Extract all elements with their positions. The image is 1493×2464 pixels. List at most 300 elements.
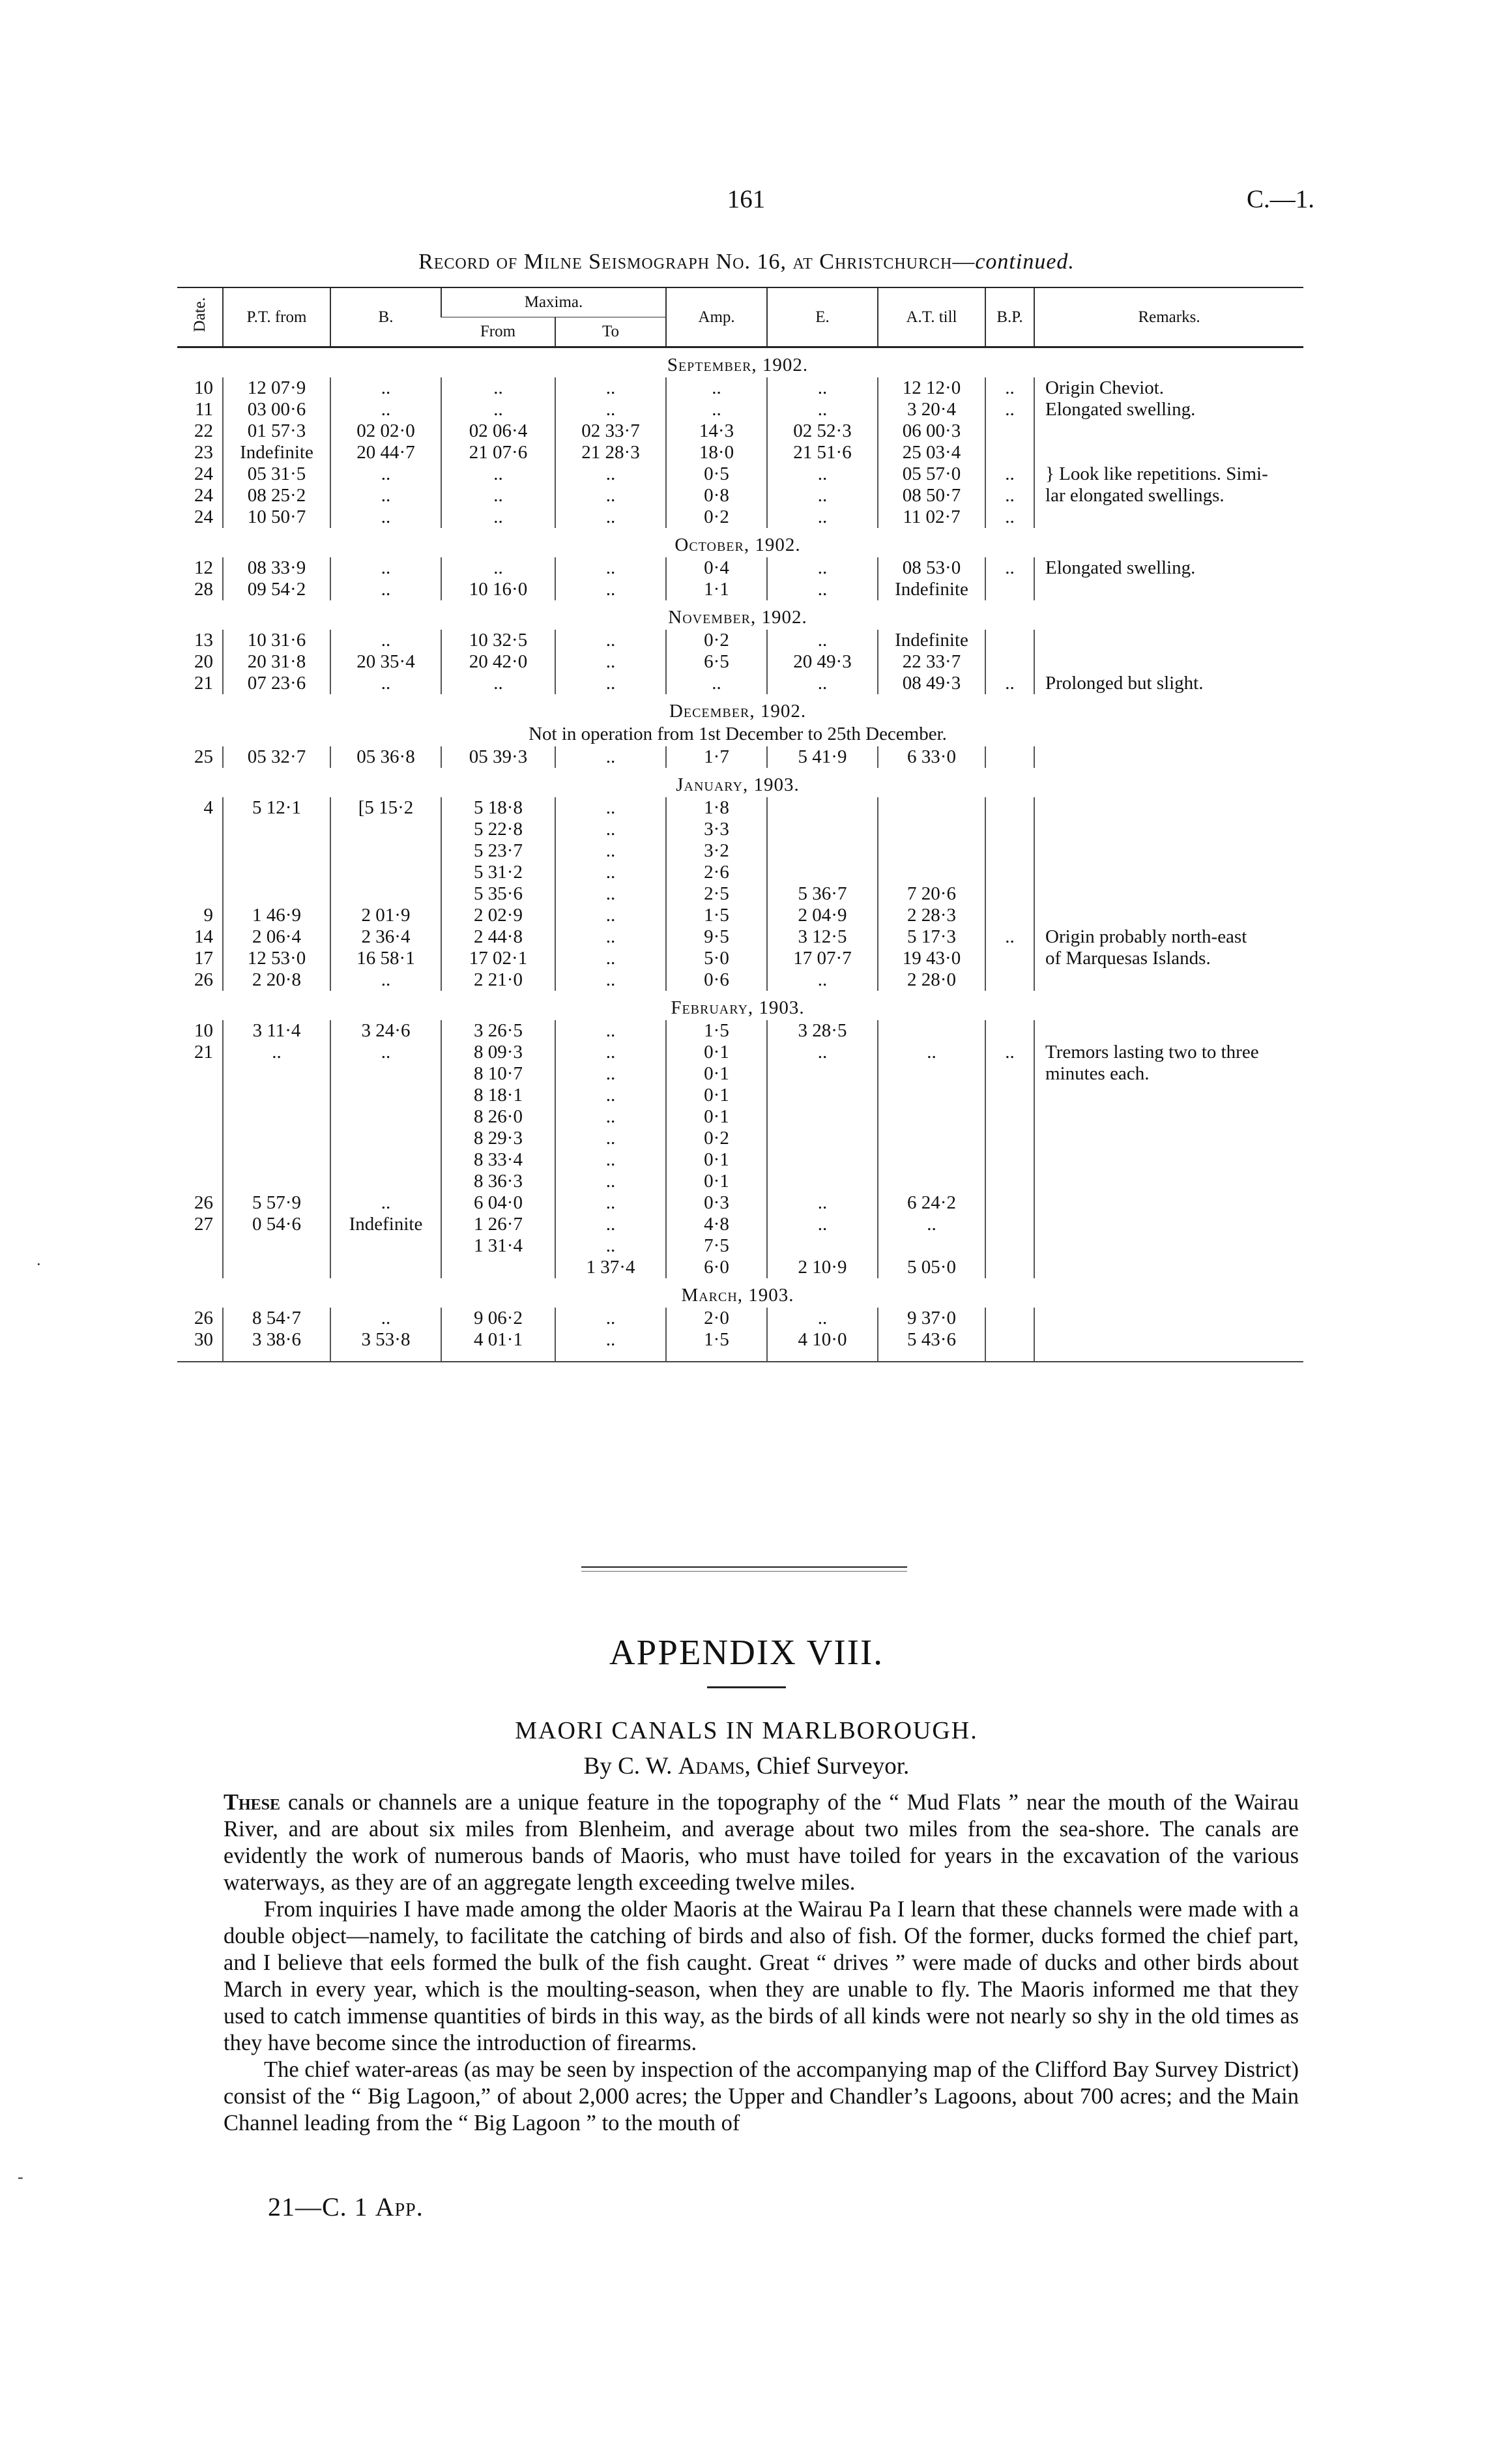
cell-maxima-to: .. xyxy=(555,1042,666,1063)
cell-maxima-to: .. xyxy=(555,673,666,694)
cell-date: 24 xyxy=(194,485,213,506)
table-row xyxy=(177,579,1303,600)
cell-at-till xyxy=(878,819,985,840)
month-heading: January, 1903. xyxy=(676,774,800,795)
cell-bp: .. xyxy=(985,506,1034,528)
cell-date: 30 xyxy=(177,1329,223,1362)
cell-maxima-to: .. xyxy=(555,746,666,768)
cell-date: 26 xyxy=(194,1308,213,1328)
appendix-title: APPENDIX VIII. xyxy=(609,1632,884,1672)
cell-bp xyxy=(985,746,1034,768)
cell-at-till xyxy=(878,840,985,862)
cell-amp: 3·2 xyxy=(666,840,767,862)
cell-date: 28 xyxy=(194,579,213,600)
cell-amp: 0·1 xyxy=(666,1106,767,1128)
cell-b xyxy=(330,1085,441,1106)
header-maxima-from: From xyxy=(441,317,555,347)
author-suffix: , Chief Surveyor. xyxy=(744,1753,910,1780)
cell-bp xyxy=(985,579,1034,600)
cell-b xyxy=(330,883,441,905)
cell-b xyxy=(330,1171,441,1192)
cell-b: .. xyxy=(330,557,441,579)
cell-maxima-to: .. xyxy=(555,651,666,673)
cell-e: .. xyxy=(767,1214,878,1235)
table-row xyxy=(177,1214,1303,1235)
cell-bp: .. xyxy=(985,463,1034,485)
cell-at-till: 06 00·3 xyxy=(878,420,985,442)
cell-maxima-to: .. xyxy=(555,485,666,506)
table-row xyxy=(177,1106,1303,1128)
cell-pt-from: 3 11·4 xyxy=(223,1020,330,1042)
cell-remarks: lar elongated swellings. xyxy=(1034,485,1303,506)
cell-b: .. xyxy=(330,1192,441,1214)
paragraph-3: The chief water-areas (as may be seen by inspection of the accompanying map of the Clifford Bay Survey District) consist of the “ Big Lagoon,” of about 2,000 acres; the Upper and Chandler’s Lagoons, about 700 acres; and the Main Channel leading from the “ Big Lagoon ” to the mouth of xyxy=(224,2057,1299,2135)
cell-remarks: Prolonged but slight. xyxy=(1034,673,1303,694)
cell-at-till: 6 24·2 xyxy=(878,1192,985,1214)
cell-b: Indefinite xyxy=(330,1214,441,1235)
cell-amp: 0·5 xyxy=(666,463,767,485)
cell-pt-from: 2 06·4 xyxy=(223,926,330,948)
footer-code xyxy=(268,2192,424,2222)
cell-e xyxy=(767,1106,878,1128)
appendix-author xyxy=(0,1752,1493,1780)
cell-amp: 6·5 xyxy=(666,651,767,673)
cell-maxima-from: 21 07·6 xyxy=(441,442,555,463)
cell-date: 11 xyxy=(195,399,213,420)
cell-amp: 2·5 xyxy=(666,883,767,905)
table-title-main: Record of Milne Seismograph No. 16, at Christchurch— xyxy=(418,250,976,274)
cell-date xyxy=(177,1171,223,1192)
cell-date xyxy=(177,1063,223,1085)
cell-amp: .. xyxy=(666,399,767,420)
cell-amp: 0·1 xyxy=(666,1149,767,1171)
cell-pt-from: 03 00·6 xyxy=(223,399,330,420)
cell-b xyxy=(330,1149,441,1171)
cell-maxima-to: 02 33·7 xyxy=(555,420,666,442)
page-number: 161 xyxy=(727,185,766,213)
cell-remarks xyxy=(1034,797,1303,819)
cell-maxima-from: 8 09·3 xyxy=(441,1042,555,1063)
cell-bp xyxy=(985,1235,1034,1257)
cell-date: 12 xyxy=(194,557,213,578)
cell-remarks xyxy=(1034,840,1303,862)
cell-pt-from: 12 53·0 xyxy=(223,948,330,969)
table-row xyxy=(177,1085,1303,1106)
cell-at-till xyxy=(878,1085,985,1106)
table-row xyxy=(177,883,1303,905)
cell-maxima-to: .. xyxy=(555,377,666,399)
cell-maxima-from: 20 42·0 xyxy=(441,651,555,673)
cell-remarks: } Look like repetitions. Simi- xyxy=(1034,463,1303,485)
cell-pt-from xyxy=(223,1085,330,1106)
cell-pt-from xyxy=(223,1128,330,1149)
cell-remarks xyxy=(1034,905,1303,926)
section-rule xyxy=(581,1566,907,1568)
cell-amp: 0·1 xyxy=(666,1042,767,1063)
cell-e: 5 41·9 xyxy=(767,746,878,768)
cell-pt-from: 10 50·7 xyxy=(223,506,330,528)
cell-bp xyxy=(985,948,1034,969)
cell-date: 4 xyxy=(203,797,213,818)
cell-date: 24 xyxy=(194,463,213,484)
cell-amp: 0·1 xyxy=(666,1171,767,1192)
cell-remarks xyxy=(1034,819,1303,840)
cell-bp xyxy=(985,862,1034,883)
cell-b xyxy=(330,1257,441,1278)
table-row xyxy=(177,1149,1303,1171)
cell-maxima-from: .. xyxy=(441,557,555,579)
cell-e: .. xyxy=(767,579,878,600)
cell-remarks xyxy=(1034,1128,1303,1149)
cell-bp xyxy=(985,1149,1034,1171)
cell-date xyxy=(177,1149,223,1171)
cell-at-till xyxy=(878,1171,985,1192)
cell-amp: 9·5 xyxy=(666,926,767,948)
table-row xyxy=(177,506,1303,528)
cell-at-till: 25 03·4 xyxy=(878,442,985,463)
cell-b xyxy=(330,1128,441,1149)
header-at-till: A.T. till xyxy=(878,287,985,347)
cell-amp: 0·2 xyxy=(666,1128,767,1149)
cell-remarks: Elongated swelling. xyxy=(1034,557,1303,579)
cell-date xyxy=(177,819,223,840)
cell-bp xyxy=(985,883,1034,905)
cell-date xyxy=(177,840,223,862)
cell-pt-from: 1 46·9 xyxy=(223,905,330,926)
cell-b: .. xyxy=(330,1042,441,1063)
cell-date: 13 xyxy=(194,630,213,651)
table-row xyxy=(177,797,1303,819)
cell-bp xyxy=(985,819,1034,840)
month-heading: November, 1902. xyxy=(668,607,807,628)
cell-bp xyxy=(985,1020,1034,1042)
header-e: E. xyxy=(767,287,878,347)
cell-pt-from xyxy=(223,1235,330,1257)
cell-date xyxy=(177,1235,223,1257)
cell-remarks: minutes each. xyxy=(1034,1063,1303,1085)
table-row xyxy=(177,1020,1303,1042)
cell-e: 02 52·3 xyxy=(767,420,878,442)
cell-bp xyxy=(985,1308,1034,1329)
cell-maxima-from: 8 26·0 xyxy=(441,1106,555,1128)
cell-maxima-from: 4 01·1 xyxy=(441,1329,555,1362)
cell-at-till: 5 43·6 xyxy=(878,1329,985,1362)
cell-maxima-to: .. xyxy=(555,1192,666,1214)
cell-at-till xyxy=(878,1063,985,1085)
cell-b: .. xyxy=(330,673,441,694)
appendix-subtitle: MAORI CANALS IN MARLBOROUGH. xyxy=(515,1717,978,1744)
cell-remarks xyxy=(1034,651,1303,673)
cell-pt-from: 05 32·7 xyxy=(223,746,330,768)
table-row xyxy=(177,819,1303,840)
cell-remarks xyxy=(1034,746,1303,768)
cell-pt-from xyxy=(223,1063,330,1085)
cell-date: 9 xyxy=(203,905,213,926)
cell-b xyxy=(330,819,441,840)
cell-pt-from: .. xyxy=(223,1042,330,1063)
cell-maxima-to: .. xyxy=(555,797,666,819)
cell-amp: 5·0 xyxy=(666,948,767,969)
cell-amp: 4·8 xyxy=(666,1214,767,1235)
footer-code-text: 21—C. 1 xyxy=(268,2192,375,2222)
cell-maxima-to: .. xyxy=(555,1235,666,1257)
cell-maxima-to: .. xyxy=(555,819,666,840)
cell-e: .. xyxy=(767,485,878,506)
cell-e: .. xyxy=(767,377,878,399)
cell-bp: .. xyxy=(985,377,1034,399)
cell-remarks xyxy=(1034,506,1303,528)
cell-amp: 0·2 xyxy=(666,630,767,651)
cell-amp: 0·8 xyxy=(666,485,767,506)
cell-maxima-from: 5 35·6 xyxy=(441,883,555,905)
cell-maxima-from: 6 04·0 xyxy=(441,1192,555,1214)
cell-amp: .. xyxy=(666,377,767,399)
header-amp: Amp. xyxy=(666,287,767,347)
cell-bp xyxy=(985,1214,1034,1235)
appendix-body xyxy=(224,1789,1299,2137)
cell-b: 16 58·1 xyxy=(330,948,441,969)
cell-bp xyxy=(985,1106,1034,1128)
cell-bp: .. xyxy=(985,557,1034,579)
cell-amp: 2·0 xyxy=(666,1308,767,1329)
cell-bp: .. xyxy=(985,485,1034,506)
cell-amp: 1·7 xyxy=(666,746,767,768)
cell-at-till: 22 33·7 xyxy=(878,651,985,673)
cell-bp: .. xyxy=(985,926,1034,948)
header-bp: B.P. xyxy=(985,287,1034,347)
cell-at-till: 6 33·0 xyxy=(878,746,985,768)
cell-at-till: 3 20·4 xyxy=(878,399,985,420)
cell-remarks: Elongated swelling. xyxy=(1034,399,1303,420)
cell-e: .. xyxy=(767,630,878,651)
cell-maxima-to: .. xyxy=(555,1171,666,1192)
cell-e xyxy=(767,1063,878,1085)
cell-date: 21 xyxy=(194,673,213,694)
cell-at-till: 08 49·3 xyxy=(878,673,985,694)
cell-maxima-from: 2 44·8 xyxy=(441,926,555,948)
cell-maxima-from: .. xyxy=(441,399,555,420)
month-note: Not in operation from 1st December to 25th December. xyxy=(529,724,947,744)
cell-at-till xyxy=(878,797,985,819)
cell-amp: 0·3 xyxy=(666,1192,767,1214)
cell-b: 2 01·9 xyxy=(330,905,441,926)
cell-bp xyxy=(985,1329,1034,1362)
table-row xyxy=(177,1042,1303,1063)
cell-amp: 0·1 xyxy=(666,1085,767,1106)
cell-e: .. xyxy=(767,969,878,991)
cell-remarks xyxy=(1034,1192,1303,1214)
table-row xyxy=(177,1171,1303,1192)
cell-remarks: Origin Cheviot. xyxy=(1034,377,1303,399)
cell-at-till: 05 57·0 xyxy=(878,463,985,485)
cell-e: .. xyxy=(767,399,878,420)
cell-e xyxy=(767,1235,878,1257)
cell-remarks xyxy=(1034,1214,1303,1235)
cell-pt-from xyxy=(223,1106,330,1128)
cell-e: 21 51·6 xyxy=(767,442,878,463)
cell-e: 3 12·5 xyxy=(767,926,878,948)
cell-maxima-from: 10 16·0 xyxy=(441,579,555,600)
cell-at-till: 5 17·3 xyxy=(878,926,985,948)
cell-bp xyxy=(985,1128,1034,1149)
cell-b xyxy=(330,1235,441,1257)
cell-maxima-from xyxy=(441,1257,555,1278)
table-row xyxy=(177,862,1303,883)
cell-remarks xyxy=(1034,442,1303,463)
cell-at-till: .. xyxy=(878,1042,985,1063)
table-row xyxy=(177,746,1303,768)
cell-e: .. xyxy=(767,1042,878,1063)
cell-maxima-from: 5 22·8 xyxy=(441,819,555,840)
cell-e: .. xyxy=(767,1308,878,1329)
cell-amp: 14·3 xyxy=(666,420,767,442)
cell-remarks xyxy=(1034,1171,1303,1192)
cell-remarks xyxy=(1034,1149,1303,1171)
cell-amp: 1·8 xyxy=(666,797,767,819)
cell-e: 4 10·0 xyxy=(767,1329,878,1362)
cell-b xyxy=(330,840,441,862)
cell-date xyxy=(177,1106,223,1128)
cell-b: .. xyxy=(330,463,441,485)
cell-maxima-to: .. xyxy=(555,1020,666,1042)
cell-date xyxy=(177,1257,223,1278)
cell-bp xyxy=(985,420,1034,442)
cell-pt-from xyxy=(223,819,330,840)
cell-maxima-to: .. xyxy=(555,1106,666,1128)
cell-maxima-from: 8 18·1 xyxy=(441,1085,555,1106)
cell-maxima-from: 3 26·5 xyxy=(441,1020,555,1042)
cell-b: .. xyxy=(330,579,441,600)
cell-date: 24 xyxy=(194,506,213,527)
cell-date xyxy=(177,1128,223,1149)
cell-bp xyxy=(985,1192,1034,1214)
cell-b: 3 24·6 xyxy=(330,1020,441,1042)
cell-amp: 1·5 xyxy=(666,1020,767,1042)
cell-at-till: 08 53·0 xyxy=(878,557,985,579)
cell-at-till: 9 37·0 xyxy=(878,1308,985,1329)
paragraph-1-text: canals or channels are a unique feature in the topography of the “ Mud Flats ” near the mouth of the Wairau River, and are about six miles from Blenheim, and average about two miles from the sea-shore. The canals are evidently the work of numerous bands of Maoris, who must have toiled for years in the excavation of the various waterways, as they are of an aggregate length exceeding twelve miles. xyxy=(224,1790,1299,1895)
cell-pt-from: 09 54·2 xyxy=(223,579,330,600)
cell-date xyxy=(177,883,223,905)
cell-at-till: 19 43·0 xyxy=(878,948,985,969)
cell-amp: 1·5 xyxy=(666,1329,767,1362)
cell-maxima-to: .. xyxy=(555,1063,666,1085)
cell-amp: 0·6 xyxy=(666,969,767,991)
header-pt-from: P.T. from xyxy=(223,287,330,347)
cell-pt-from: 07 23·6 xyxy=(223,673,330,694)
cell-maxima-to: 1 37·4 xyxy=(555,1257,666,1278)
cell-pt-from: 3 38·6 xyxy=(223,1329,330,1362)
cell-remarks: of Marquesas Islands. xyxy=(1034,948,1303,969)
month-heading: February, 1903. xyxy=(671,997,805,1018)
cell-bp xyxy=(985,630,1034,651)
cell-b: .. xyxy=(330,399,441,420)
cell-bp: .. xyxy=(985,673,1034,694)
document-code: C.—1. xyxy=(1246,185,1314,213)
cell-maxima-to: .. xyxy=(555,1128,666,1149)
cell-date: 10 xyxy=(194,1020,213,1041)
cell-amp: 1·5 xyxy=(666,905,767,926)
cell-pt-from: 10 31·6 xyxy=(223,630,330,651)
cell-maxima-from: 5 31·2 xyxy=(441,862,555,883)
table-row xyxy=(177,1235,1303,1257)
paragraph-1 xyxy=(224,1789,1299,1896)
table-row xyxy=(177,1192,1303,1214)
cell-e xyxy=(767,862,878,883)
cell-at-till: Indefinite xyxy=(878,630,985,651)
cell-bp xyxy=(985,905,1034,926)
cell-pt-from: 5 12·1 xyxy=(223,797,330,819)
cell-bp xyxy=(985,969,1034,991)
cell-maxima-to: .. xyxy=(555,862,666,883)
cell-e: 17 07·7 xyxy=(767,948,878,969)
cell-b: .. xyxy=(330,377,441,399)
appendix-title-rule xyxy=(707,1686,786,1688)
cell-bp xyxy=(985,1063,1034,1085)
cell-maxima-to: .. xyxy=(555,905,666,926)
cell-e xyxy=(767,1171,878,1192)
table-row xyxy=(177,673,1303,694)
cell-date: 26 xyxy=(194,1192,213,1213)
header-maxima-to: To xyxy=(555,317,666,347)
table-row xyxy=(177,463,1303,485)
cell-b: 02 02·0 xyxy=(330,420,441,442)
cell-remarks xyxy=(1034,883,1303,905)
cell-maxima-to: .. xyxy=(555,579,666,600)
header-date: Date. xyxy=(177,287,223,347)
cell-e: 20 49·3 xyxy=(767,651,878,673)
table-row xyxy=(177,651,1303,673)
cell-maxima-to: .. xyxy=(555,883,666,905)
cell-maxima-from: 17 02·1 xyxy=(441,948,555,969)
cell-amp: 6·0 xyxy=(666,1257,767,1278)
cell-at-till: 2 28·3 xyxy=(878,905,985,926)
cell-pt-from: 12 07·9 xyxy=(223,377,330,399)
scan-speck: - xyxy=(18,2167,23,2186)
cell-e: .. xyxy=(767,463,878,485)
cell-b: .. xyxy=(330,630,441,651)
cell-remarks xyxy=(1034,1235,1303,1257)
cell-maxima-from: 8 10·7 xyxy=(441,1063,555,1085)
cell-pt-from: 2 20·8 xyxy=(223,969,330,991)
cell-maxima-to: .. xyxy=(555,1329,666,1362)
cell-pt-from xyxy=(223,1149,330,1171)
table-row xyxy=(177,399,1303,420)
cell-e xyxy=(767,797,878,819)
cell-at-till xyxy=(878,1149,985,1171)
cell-maxima-from: 5 18·8 xyxy=(441,797,555,819)
cell-at-till xyxy=(878,1128,985,1149)
header-b: B. xyxy=(330,287,441,347)
cell-maxima-from: 05 39·3 xyxy=(441,746,555,768)
cell-maxima-from: .. xyxy=(441,673,555,694)
cell-amp: 3·3 xyxy=(666,819,767,840)
header-maxima: Maxima. xyxy=(441,287,666,317)
cell-bp: .. xyxy=(985,1042,1034,1063)
table-row xyxy=(177,1308,1303,1329)
cell-date xyxy=(177,862,223,883)
month-heading: December, 1902. xyxy=(669,701,807,722)
cell-at-till: Indefinite xyxy=(878,579,985,600)
cell-remarks xyxy=(1034,1329,1303,1362)
cell-b: 20 35·4 xyxy=(330,651,441,673)
cell-pt-from: 5 57·9 xyxy=(223,1192,330,1214)
table-row xyxy=(177,905,1303,926)
header-remarks: Remarks. xyxy=(1034,287,1303,347)
cell-b: 2 36·4 xyxy=(330,926,441,948)
cell-maxima-from: 10 32·5 xyxy=(441,630,555,651)
author-prefix: By C. W. xyxy=(583,1753,678,1780)
